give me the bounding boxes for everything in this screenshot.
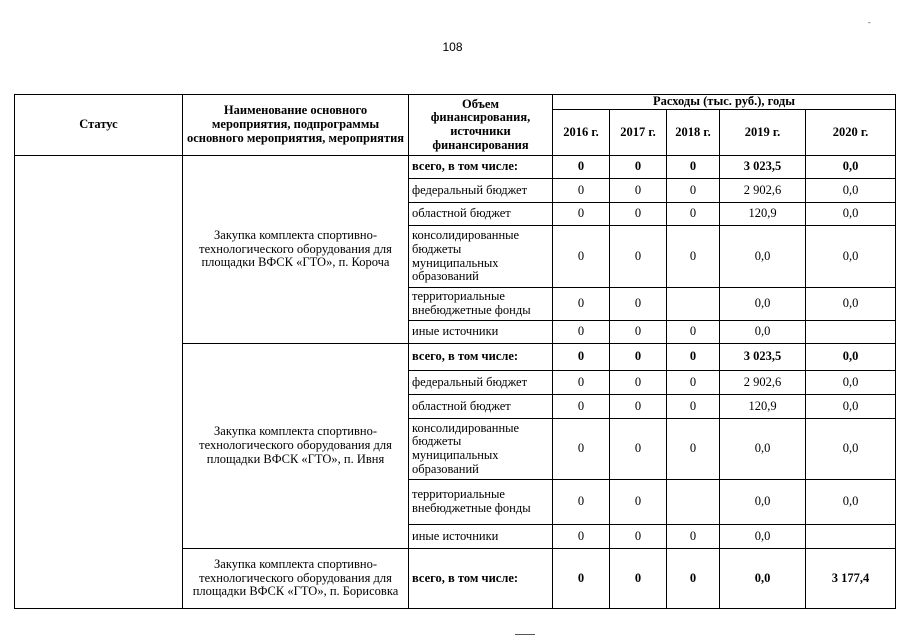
value-cell-2016: 0 [553, 549, 610, 609]
value-cell-2018 [667, 288, 720, 321]
value-cell-2019: 120,9 [720, 395, 806, 419]
funding-source-cell: областной бюджет [409, 395, 553, 419]
value-cell-2019: 0,0 [720, 288, 806, 321]
value-cell-2018: 0 [667, 344, 720, 371]
funding-source-total: всего, в том числе: [409, 344, 553, 371]
value-cell-2020: 0,0 [806, 419, 896, 480]
value-cell-2016: 0 [553, 525, 610, 549]
value-cell-2017: 0 [610, 525, 667, 549]
table-row [15, 156, 896, 179]
value-cell-2017: 0 [610, 419, 667, 480]
value-cell-2016: 0 [553, 395, 610, 419]
value-cell-2019: 0,0 [720, 321, 806, 344]
value-cell-2018: 0 [667, 321, 720, 344]
header-year-2017: 2017 г. [610, 110, 667, 156]
table-header [15, 95, 896, 156]
value-cell-2017: 0 [610, 371, 667, 395]
header-event-name: Наименование основного мероприятия, подпрограммы основного мероприятия, мероприятия [183, 95, 409, 156]
value-cell-2020 [806, 321, 896, 344]
funding-source-cell: территориальные внебюджетные фонды [409, 480, 553, 525]
table-body [15, 156, 896, 609]
funding-source-cell: областной бюджет [409, 203, 553, 226]
value-cell-2018: 0 [667, 179, 720, 203]
status-cell [15, 156, 183, 609]
value-cell-2016: 0 [553, 288, 610, 321]
value-cell-2016: 0 [553, 419, 610, 480]
scan-line-divider [515, 634, 535, 635]
value-cell-2018: 0 [667, 203, 720, 226]
value-cell-2020: 0,0 [806, 226, 896, 288]
funding-source-cell: иные источники [409, 321, 553, 344]
value-cell-2017: 0 [610, 226, 667, 288]
corner-mark: - [868, 18, 871, 27]
header-expenses: Расходы (тыс. руб.), годы [553, 95, 896, 110]
header-year-2019: 2019 г. [720, 110, 806, 156]
value-cell-2019: 3 023,5 [720, 344, 806, 371]
value-cell-2020: 0,0 [806, 344, 896, 371]
value-cell-2017: 0 [610, 549, 667, 609]
value-cell-2017: 0 [610, 480, 667, 525]
value-cell-2018: 0 [667, 226, 720, 288]
value-cell-2018: 0 [667, 419, 720, 480]
funding-source-cell: консолидированные бюджеты муниципальных образований [409, 419, 553, 480]
value-cell-2019: 0,0 [720, 525, 806, 549]
value-cell-2016: 0 [553, 226, 610, 288]
value-cell-2017: 0 [610, 395, 667, 419]
funding-source-cell: федеральный бюджет [409, 371, 553, 395]
value-cell-2019: 0,0 [720, 419, 806, 480]
header-year-2020: 2020 г. [806, 110, 896, 156]
value-cell-2017: 0 [610, 203, 667, 226]
value-cell-2020: 0,0 [806, 395, 896, 419]
header-year-2016: 2016 г. [553, 110, 610, 156]
value-cell-2019: 3 023,5 [720, 156, 806, 179]
value-cell-2016: 0 [553, 321, 610, 344]
financing-table [14, 94, 896, 609]
value-cell-2017: 0 [610, 344, 667, 371]
funding-source-cell: территориальные внебюджетные фонды [409, 288, 553, 321]
header-year-2018: 2018 г. [667, 110, 720, 156]
page-number: 108 [442, 40, 463, 54]
value-cell-2016: 0 [553, 179, 610, 203]
value-cell-2019: 0,0 [720, 549, 806, 609]
value-cell-2020: 0,0 [806, 371, 896, 395]
value-cell-2020: 0,0 [806, 179, 896, 203]
event-name-cell: Закупка комплекта спортивно-технологического оборудования для площадки ВФСК «ГТО», п. Ивня [183, 344, 409, 549]
event-name-cell: Закупка комплекта спортивно-технологического оборудования для площадки ВФСК «ГТО», п. Короча [183, 156, 409, 344]
event-name-cell: Закупка комплекта спортивно-технологического оборудования для площадки ВФСК «ГТО», п. Борисовка [183, 549, 409, 609]
value-cell-2020 [806, 525, 896, 549]
value-cell-2018: 0 [667, 156, 720, 179]
value-cell-2017: 0 [610, 156, 667, 179]
value-cell-2020: 0,0 [806, 156, 896, 179]
value-cell-2017: 0 [610, 321, 667, 344]
header-funding-volume: Объем финансирования, источники финансирования [409, 95, 553, 156]
funding-source-cell: консолидированные бюджеты муниципальных образований [409, 226, 553, 288]
value-cell-2019: 0,0 [720, 480, 806, 525]
value-cell-2019: 0,0 [720, 226, 806, 288]
value-cell-2016: 0 [553, 203, 610, 226]
value-cell-2018: 0 [667, 525, 720, 549]
funding-source-cell: федеральный бюджет [409, 179, 553, 203]
value-cell-2016: 0 [553, 480, 610, 525]
value-cell-2018 [667, 480, 720, 525]
value-cell-2018: 0 [667, 395, 720, 419]
value-cell-2016: 0 [553, 344, 610, 371]
value-cell-2019: 120,9 [720, 203, 806, 226]
value-cell-2018: 0 [667, 371, 720, 395]
value-cell-2018: 0 [667, 549, 720, 609]
value-cell-2019: 2 902,6 [720, 371, 806, 395]
header-status: Статус [15, 95, 183, 156]
value-cell-2017: 0 [610, 179, 667, 203]
funding-source-total: всего, в том числе: [409, 156, 553, 179]
funding-source-cell: иные источники [409, 525, 553, 549]
value-cell-2020: 0,0 [806, 203, 896, 226]
value-cell-2019: 2 902,6 [720, 179, 806, 203]
value-cell-2020: 3 177,4 [806, 549, 896, 609]
value-cell-2020: 0,0 [806, 480, 896, 525]
value-cell-2020: 0,0 [806, 288, 896, 321]
value-cell-2017: 0 [610, 288, 667, 321]
value-cell-2016: 0 [553, 156, 610, 179]
value-cell-2016: 0 [553, 371, 610, 395]
funding-source-total: всего, в том числе: [409, 549, 553, 609]
